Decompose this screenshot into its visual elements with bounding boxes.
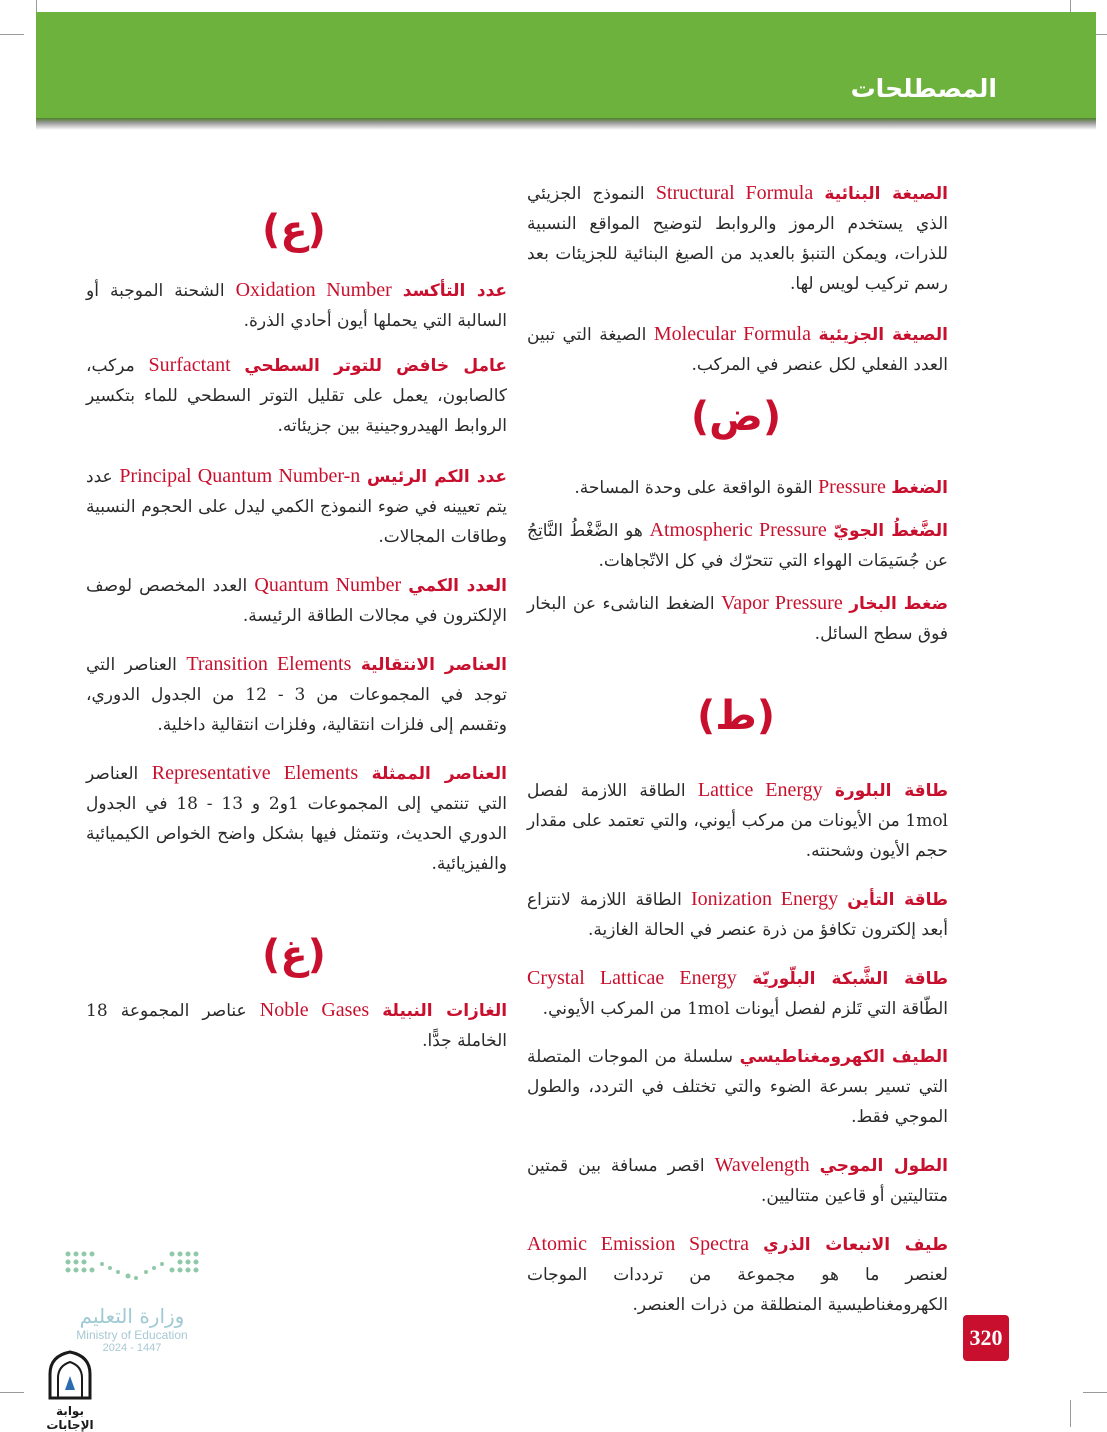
crop-mark [36,0,37,12]
term-arabic: عدد التأكسد [402,281,508,301]
term-english: Molecular Formula [653,323,811,345]
term-english: Quantum Number [254,574,402,596]
left-column [86,275,507,1056]
ministry-dots-icon [62,1248,202,1288]
letter-gap [86,879,507,995]
term-english: Representative Elements [151,762,359,784]
term-english: Ionization Energy [690,888,839,910]
term-definition: العدد المخصص لوصف الإلكترون في مجالات الطاقة الرئيسة. [86,576,507,626]
glossary-entry [86,649,507,740]
term-english: Pressure [818,476,886,498]
term-english: Transition Elements [186,653,352,675]
glossary-entry [527,1150,948,1211]
term-english: Atomic Emission Spectra [527,1233,749,1255]
section-letter-dad: (ض) [690,394,782,440]
term-english: Wavelength [714,1154,810,1176]
term-arabic: الطول الموجي [819,1156,949,1176]
term-english: Surfactant [148,354,231,376]
term-arabic: طاقة البلورة [834,781,949,801]
term-arabic: العناصر الانتقالية [360,655,508,675]
term-english: Principal Quantum Number-n [119,465,361,487]
page-number: 320 [963,1315,1009,1361]
glossary-entry [527,884,948,945]
mosque-icon [34,1350,106,1400]
term-definition: العناصر التي تنتمي إلى المجموعات 1و2 و 13 - 18 في الجدول الدوري الحديث، وتتمثل فيها بشكل واضح الخواص الكيميائية والفيزيائية. [86,764,507,874]
term-english: Structural Formula [655,182,814,204]
section-letter-ghain: (غ) [262,932,326,978]
term-arabic: عدد الكم الرئيس [366,467,508,487]
term-definition: الضغط الناشىء عن البخار فوق سطح السائل. [527,594,948,644]
glossary-entry [86,461,507,552]
term-arabic: ضغط البخار [849,594,949,614]
term-definition: سلسلة من الموجات المتصلة التي تسير بسرعة الضوء والتي تختلف في التردد، والطول الموجي فقط. [527,1047,948,1127]
glossary-entry [86,275,507,336]
glossary-entry [527,775,948,866]
term-definition: النموذج الجزيئي الذي يستخدم الرموز والروابط لتوضيح المواقع النسبية للذرات، ويمكن التنبؤ بالعديد من الصيغ البنائية للجزيئات بعد رسم تركيب لويس لها. [527,184,948,294]
term-english: Crystal Latticae Energy [527,967,737,989]
ministry-year: 2024 - 1447 [102,1342,162,1354]
glossary-entry [527,472,948,503]
glossary-entry [86,570,507,631]
term-definition: عناصر المجموعة 18 الخاملة جدًّا. [86,1001,507,1051]
page-title: المصطلحات [850,74,997,103]
term-arabic: طيف الانبعاث الذري [763,1235,949,1255]
crop-mark [1083,1392,1107,1393]
ministry-name-english: Ministry of Education [76,1328,188,1342]
glossary-entry [86,758,507,879]
glossary-entry [527,178,948,299]
glossary-entry [527,588,948,649]
term-arabic: الضَّغطُ الجويّ [833,521,949,541]
term-english: Atmospheric Pressure [649,519,827,541]
term-arabic: طاقة التأين [847,890,948,910]
glossary-entry [527,1042,948,1132]
term-arabic: الغازات النبيلة [382,1001,508,1021]
crop-mark [0,1392,24,1393]
term-english: Vapor Pressure [721,592,843,614]
term-definition: العناصر التي توجد في المجموعات من 3 - 12 من الجدول الدوري، وتقسم إلى فلزات انتقالية، وفلزات انتقالية داخلية. [86,655,507,735]
term-definition: عدد يتم تعيينه في ضوء النموذج الكمي ليدل على الحجوم النسبية وطاقات المجالات. [86,467,507,547]
term-definition: الطاقة اللازمة لانتزاع أبعد إلكترون تكافؤ من ذرة عنصر في الحالة الغازية. [527,890,948,940]
section-letter-ta: (ط) [696,693,776,739]
term-definition: الطاقة اللازمة لفصل 1mol من الأيونات من مركب أيوني، والتي تعتمد على مقدار حجم الأيون وشحنته. [527,781,948,861]
right-column [527,178,948,1320]
term-english: Oxidation Number [235,279,392,301]
term-definition: القوة الواقعة على وحدة المساحة. [574,478,813,498]
term-definition: الطّاقة التي تَلزم لفصل أيونات 1mol من المركب الأيوني. [542,999,948,1019]
term-english: Noble Gases [259,999,370,1021]
header-shadow [36,118,1096,130]
glossary-entry [86,995,507,1056]
term-definition: اقصر مسافة بين قمتين متتاليتين أو قاعين متتاليين. [527,1156,948,1206]
term-arabic: عامل خافض للتوتر السطحي [244,356,508,376]
term-arabic: العناصر الممثلة [371,764,507,784]
ministry-name-arabic: وزارة التعليم [79,1304,185,1328]
term-definition: الصيغة التي تبين العدد الفعلي لكل عنصر في المركب. [527,325,948,375]
glossary-entry [527,319,948,380]
crop-mark [0,34,24,35]
term-definition: الشحنة الموجبة أو السالبة التي يحملها أيون أحادي الذرة. [86,281,507,331]
glossary-entry [527,515,948,576]
term-arabic: الصيغة البنائية [824,184,948,204]
glossary-entry [527,963,948,1024]
watermark-label: بوابة الإجابات [46,1404,94,1432]
term-arabic: الصيغة الجزيئية [818,325,948,345]
glossary-entry [527,1229,948,1320]
section-letter-ain: (ع) [262,207,326,253]
term-definition: لعنصر ما هو مجموعة من ترددات الموجات الكهرومغناطيسية المنطلقة من ذرات العنصر. [527,1265,948,1315]
glossary-entry [86,350,507,441]
term-definition: هو الضَّغْطُ النَّاتِجُ عن جُسَيمَات الهواء التي تتحرّك في كل الاتّجاهات. [527,521,948,571]
ministry-logo [62,1248,202,1354]
watermark-stamp [34,1350,106,1432]
header-banner [36,12,1096,122]
term-english: Lattice Energy [697,779,823,801]
term-arabic: طاقة الشَّبكة البلّوريّة [752,969,949,989]
term-arabic: العدد الكمي [408,576,508,596]
term-arabic: الطيف الكهرومغناطيسي [739,1047,949,1067]
term-definition: مركب، كالصابون، يعمل على تقليل التوتر السطحي للماء بتكسير الروابط الهيدروجينية بين جزيئاته. [86,356,507,436]
crop-mark [1070,1400,1071,1427]
term-arabic: الضغط [891,478,948,498]
